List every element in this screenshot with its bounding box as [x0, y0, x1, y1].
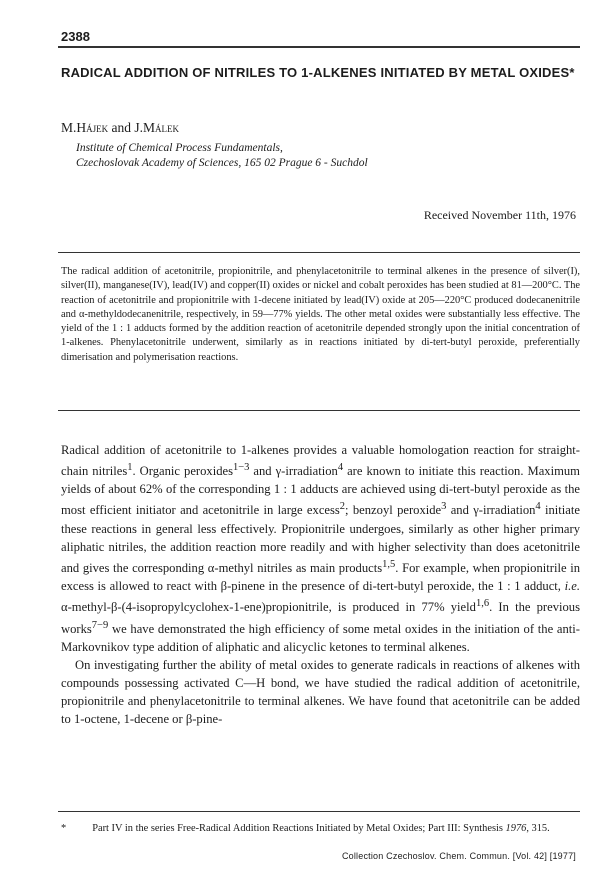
- affiliation-line-2: Czechoslovak Academy of Sciences, 165 02 Prague 6 - Suchdol: [76, 156, 368, 169]
- text-run: we have demonstrated the high efficiency of some metal oxides in the initiation of the anti-Markovnikov type addition of aliphatic and alicyclic ketones to terminal alkenes.: [61, 621, 580, 654]
- footnote-pages: , 315.: [526, 823, 550, 834]
- text-run: . For example, when propionitrile in excess is allowed to react with β-pinene in the presence of di-tert-butyl peroxide, the 1 : 1 adduct,: [61, 561, 580, 594]
- text-run: and γ-irradiation: [446, 503, 536, 518]
- reference-marker: 1−3: [232, 462, 250, 474]
- text-run: and γ-irradiation: [249, 464, 338, 479]
- text-run: . In the previous works: [61, 600, 581, 636]
- reference-marker: 4: [535, 501, 541, 513]
- reference-marker: 1,6: [475, 598, 490, 610]
- reference-marker: 1,5: [382, 558, 396, 570]
- text-run: Radical addition of acetonitrile to 1-alkenes provides a valuable homologation reaction for straight-chain nitriles: [61, 443, 580, 479]
- body-text: [61, 441, 580, 728]
- footnote-year: 1976: [505, 823, 527, 834]
- text-run: ; benzoyl peroxide: [345, 503, 442, 518]
- abstract-rule-bottom: [58, 410, 580, 411]
- header-rule: [58, 46, 580, 48]
- abstract-rule-top: [58, 252, 580, 253]
- paragraph-1: [61, 441, 580, 656]
- footnote-text: Part IV in the series Free-Radical Addition Reactions Initiated by Metal Oxides; Part III: Synthesis: [92, 823, 506, 834]
- reference-marker: 4: [337, 462, 344, 474]
- footnote: [61, 822, 580, 837]
- affiliation: [76, 141, 368, 170]
- author-1: M.Hájek: [61, 120, 109, 135]
- reference-marker: 7−9: [91, 619, 109, 631]
- author-2: J.Málek: [134, 120, 180, 135]
- journal-citation: Collection Czechoslov. Chem. Commun. [Vol. 42] [1977]: [341, 851, 576, 861]
- page-number: 2388: [61, 29, 90, 44]
- authors: [61, 120, 179, 136]
- affiliation-line-1: Institute of Chemical Process Fundamentals,: [76, 142, 283, 154]
- footnote-rule: [58, 811, 580, 812]
- text-run: are known to initiate this reaction. Maximum yields of about 62% of the corresponding 1 : 1 adducts are achieved using di-tert-butyl peroxide as the most efficient initiator and acetonitrile in large excess: [61, 464, 580, 518]
- received-date: Received November 11th, 1976: [423, 208, 576, 222]
- author-separator: and: [108, 120, 135, 135]
- footnote-marker: *: [61, 823, 67, 834]
- article-title: RADICAL ADDITION OF NITRILES TO 1-ALKENES INITIATED BY METAL OXIDES*: [61, 65, 575, 80]
- text-run: . Organic peroxides: [132, 464, 233, 479]
- reference-marker: 1: [127, 462, 133, 474]
- text-run: α-methyl-β-(4-isopropylcyclohex-1-ene)propionitrile, is produced in 77% yield: [61, 600, 476, 615]
- italic-run: i.e.: [564, 579, 580, 594]
- reference-marker: 2: [339, 501, 346, 513]
- abstract: The radical addition of acetonitrile, propionitrile, and phenylacetonitrile to terminal alkenes in the presence of silver(I), silver(II), manganese(IV), lead(IV) and copper(II) oxides or nickel and cobalt peroxides has been studied at 81—200°C. The reaction of acetonitrile and propionitrile with 1-decene initiated by lead(IV) oxide at 205—220°C produced dodecanenitrile and α-methyldodecanenitrile, respectively, in 59—77% yields. The other metal oxides were substantially less effective. The yield of the 1 : 1 adducts formed by the addition reaction of acetonitrile depended strongly upon the initial concentration of 1-alkenes. Phenylacetonitrile underwent, similarly as in reactions initiated by di-tert-butyl peroxide, preferentially dimerisation and polymerisation reactions.: [61, 266, 580, 363]
- paragraph-2: On investigating further the ability of metal oxides to generate radicals in reactions of alkenes with compounds possessing activated C—H bond, we have studied the radical addition of acetonitrile, propionitrile and phenylacetonitrile to terminal alkenes. We have found that acetonitrile can be added to 1-octene, 1-decene or β-pine-: [61, 657, 580, 727]
- reference-marker: 3: [441, 501, 447, 513]
- text-run: initiate these reactions in general less effectively. Propionitrile undergoes, similarly as other higher primary aliphatic nitriles, the addition reaction more readily and with higher selectivity than does acetonitrile and gives the corresponding α-methyl nitriles as main products: [61, 503, 580, 576]
